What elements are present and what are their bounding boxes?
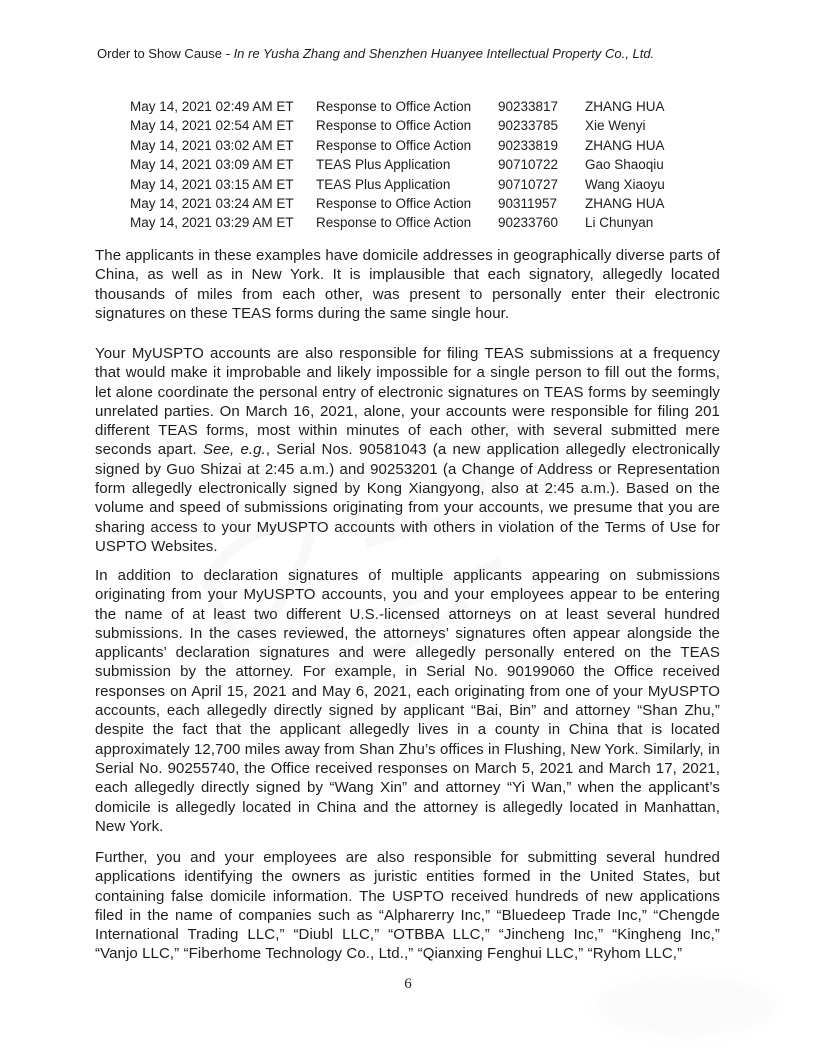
table-row	[130, 194, 720, 213]
serial-number: 90233760	[498, 215, 559, 231]
serial-number: 90710727	[498, 176, 559, 192]
running-header	[97, 46, 737, 62]
form-type: Response to Office Action	[316, 196, 472, 212]
filing-datetime: May 14, 2021 02:54 AM ET	[130, 118, 294, 134]
header-title-prefix: Order to Show Cause -	[97, 46, 234, 61]
table-row	[130, 155, 720, 174]
form-type: TEAS Plus Application	[316, 176, 451, 192]
text-segment: Your MyUSPTO accounts are also responsible for filing TEAS submissions at a frequency that would make it improbable and likely impossible for a single person to fill out the forms, let alone coordinate the personal entry of electronic signatures on TEAS forms by seemingly unrelated parties. On March 16, 2021, alone, your accounts were responsible for filing 201 different TEAS forms, most within minutes of each other, with several submitted mere seconds apart.	[95, 345, 720, 459]
text-segment: Further, you and your employees are also responsible for submitting several hundred applications identifying the owners as juristic entities formed in the United States, but containing false domicile information. The USPTO received hundreds of new applications filed in the name of companies such as “Alpharerry Inc,” “Bluedeep Trade Inc,” “Chengde International Trading LLC,” “Diubl LLC,” “OTBBA LLC,” “Jincheng Inc,” “Kingheng Inc,” “Vanjo LLC,” “Fiberhome Technology Co., Ltd.,” “Qianxing Fenghui LLC,” “Ryhom LLC,”	[95, 849, 720, 963]
filing-datetime: May 14, 2021 03:02 AM ET	[130, 137, 294, 153]
table-row	[130, 97, 720, 116]
signatory-name: ZHANG HUA	[585, 99, 665, 114]
paragraph-filing-frequency	[95, 344, 720, 556]
signatory-name: Li Chunyan	[585, 215, 654, 231]
signatory-name: Wang Xiaoyu	[585, 176, 665, 192]
signatory-name: Xie Wenyi	[585, 118, 646, 134]
text-segment: In addition to declaration signatures of multiple applicants appearing on submissions originating from your MyUSPTO accounts, you and your employees appear to be entering the name of at least two different U.S.-licensed attorneys on at least several hundred submissions. In the cases reviewed, the attorneys’ signatures often appear alongside the applicants’ declaration signatures and were allegedly personally entered on the TEAS submission by the attorney. For example, in Serial No. 90199060 the Office received responses on April 15, 2021 and May 6, 2021, each originating from one of your MyUSPTO accounts, each allegedly directly signed by applicant “Bai, Bin” and attorney “Shan Zhu,” despite the fact that the applicant allegedly lives in a county in China that is located approximately 12,700 miles away from Shan Zhu’s offices in Flushing, New York. Similarly, in Serial No. 90255740, the Office received responses on March 5, 2021 and March 17, 2021, each allegedly directly signed by “Wang Xin” and attorney “Yi Wan,” when the applicant’s domicile is allegedly located in China and the attorney is allegedly located in Manhattan, New York.	[95, 567, 720, 835]
signatory-name: Gao Shaoqiu	[585, 157, 664, 173]
page-number: 6	[404, 976, 412, 992]
filing-datetime: May 14, 2021 02:49 AM ET	[130, 99, 294, 114]
form-type: Response to Office Action	[316, 118, 472, 134]
text-segment: See, e.g.	[202, 441, 266, 459]
text-segment: The applicants in these examples have domicile addresses in geographically diverse parts of China, as well as in New York. It is implausible that each signatory, allegedly located thousands of miles from each other, was present to personally enter their electronic signatures on these TEAS forms during the same single hour.	[95, 247, 720, 322]
filing-datetime: May 14, 2021 03:15 AM ET	[130, 176, 294, 192]
serial-number: 90233819	[498, 137, 559, 153]
header-case-name: In re Yusha Zhang and Shenzhen Huanyee Intellectual Property Co., Ltd.	[233, 46, 655, 61]
paragraph-attorney-signatures	[95, 566, 720, 836]
filing-table	[130, 97, 720, 233]
serial-number: 90710722	[498, 157, 559, 173]
serial-number: 90233817	[498, 99, 559, 114]
filing-datetime: May 14, 2021 03:09 AM ET	[130, 157, 294, 173]
paragraph-juristic-entities	[95, 848, 720, 964]
serial-number: 90311957	[498, 196, 558, 212]
form-type: Response to Office Action	[316, 215, 472, 231]
filing-datetime: May 14, 2021 03:24 AM ET	[130, 196, 294, 212]
form-type: TEAS Plus Application	[316, 157, 451, 173]
form-type: Response to Office Action	[316, 137, 472, 153]
table-row	[130, 136, 720, 155]
signatory-name: ZHANG HUA	[585, 137, 665, 153]
signatory-name: ZHANG HUA	[585, 196, 665, 212]
serial-number: 90233785	[498, 118, 559, 134]
form-type: Response to Office Action	[316, 99, 472, 114]
table-row	[130, 116, 720, 135]
table-row	[130, 213, 720, 232]
table-row	[130, 175, 720, 194]
paragraph-domicile-examples	[95, 246, 720, 323]
text-segment: , Serial Nos. 90581043 (a new application allegedly electronically signed by Guo Shizai at 2:45 a.m.) and 90253201 (a Change of Address or Representation form allegedly electronically signed by Kong Xiangyong, also at 2:45 a.m.). Based on the volume and speed of submissions originating from your accounts, we presume that you are sharing access to your MyUSPTO accounts with others in violation of the Terms of Use for USPTO Websites.	[95, 441, 721, 555]
filing-datetime: May 14, 2021 03:29 AM ET	[130, 215, 294, 231]
